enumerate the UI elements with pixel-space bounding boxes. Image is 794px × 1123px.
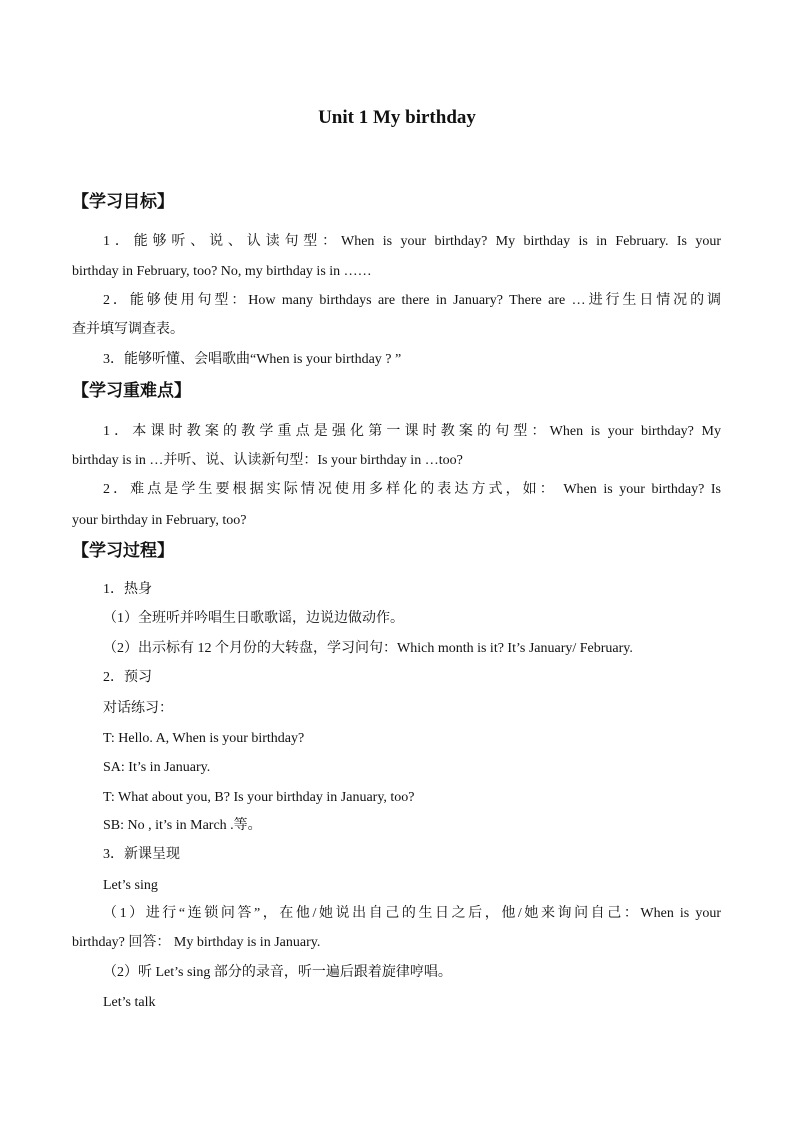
key-point-1-line-1: 1．本课时教案的教学重点是强化第一课时教案的句型：When is your birthday? My [103,424,721,439]
process-line: T: What about you, B? Is your birthday in January, too? [103,790,415,805]
chain-qa-line-2: birthday? 回答： My birthday is in January. [72,935,321,950]
objective-1-line-2: birthday in February, too? No, my birthday is in …… [72,264,372,279]
process-line: 2．预习 [103,670,152,685]
heading-key-points: 【学习重难点】 [72,381,191,401]
lets-talk-line: Let’s talk [103,995,156,1010]
process-line: （2）出示标有 12 个月份的大转盘，学习问句：Which month is it? It’s January/ February. [103,641,633,656]
heading-objectives: 【学习目标】 [72,192,174,212]
process-line: 3．新课呈现 [103,847,180,862]
objective-3-line-1: 3．能够听懂、会唱歌曲“When is your birthday ? ” [103,352,402,367]
process-line: Let’s sing [103,878,158,893]
objective-2-line-1: 2．能够使用句型：How many birthdays are there in January? There are …进行生日情况的调 [103,293,721,308]
process-line: T: Hello. A, When is your birthday? [103,731,305,746]
key-point-2-line-1: 2．难点是学生要根据实际情况使用多样化的表达方式，如： When is your birthday? Is [103,482,721,497]
chain-qa-line-1: （1）进行“连锁问答”，在他/她说出自己的生日之后，他/她来询问自己：When is your [103,906,721,921]
key-point-1-line-2: birthday is in …并听、说、认读新句型：Is your birthday in …too? [72,453,463,468]
process-line: SB: No , it’s in March .等。 [103,818,262,833]
key-point-2-line-2: your birthday in February, too? [72,513,247,528]
objective-1-line-1: 1．能够听、说、认读句型：When is your birthday? My birthday is in February. Is your [103,234,721,249]
process-line: （1）全班听并吟唱生日歌歌谣，边说边做动作。 [103,611,404,626]
objective-2-line-2: 查并填写调查表。 [72,322,184,337]
process-line: SA: It’s in January. [103,760,211,775]
process-line: 1．热身 [103,582,152,597]
page-title: Unit 1 My birthday [318,107,476,128]
process-line: 对话练习： [103,701,173,716]
listen-line: （2）听 Let’s sing 部分的录音，听一遍后跟着旋律哼唱。 [103,965,452,980]
heading-process: 【学习过程】 [72,541,174,561]
